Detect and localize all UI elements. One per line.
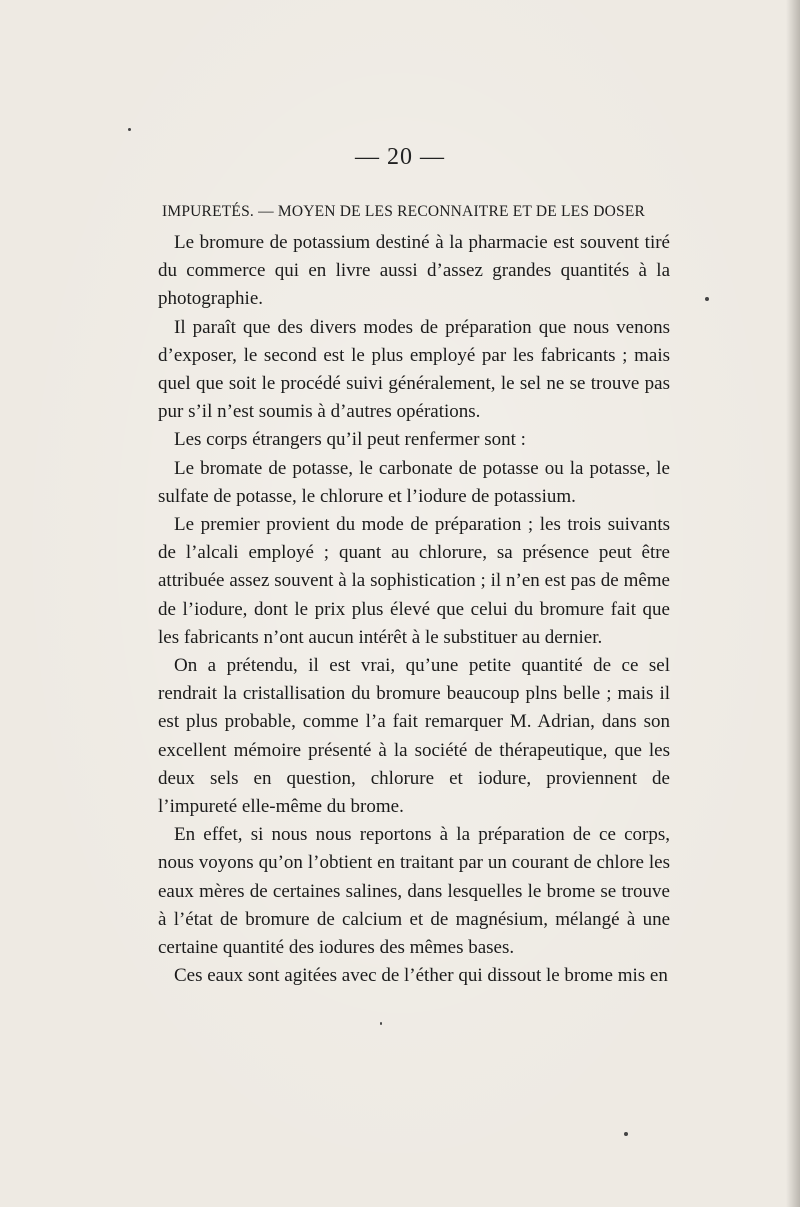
paragraph: On a prétendu, il est vrai, qu’une petite quantité de ce sel rendrait la cristallisation du bromure beaucoup plns belle ; mais il est plus probable, comme l’a fait remarquer M. Adrian, dans son excellent mémoire présenté à la société de thérapeutique, que les deux sels en question, chlorure et iodure, proviennent de l’impureté elle-même du brome. xyxy=(158,655,670,818)
paragraph: Le bromate de potasse, le carbonate de potasse ou la potasse, le sulfate de potasse, le chlorure et l’iodure de potassium. xyxy=(158,457,670,507)
page-edge-shadow xyxy=(786,0,800,1207)
body-text xyxy=(158,229,670,990)
paragraph: En effet, si nous nous reportons à la préparation de ce corps, nous voyons qu’on l’obtient en traitant par un courant de chlore les eaux mères de certaines salines, dans lesquelles le brome se trouve à l’état de bromure de calcium et de magnésium, mélangé à une certaine quantité des iodures des mêmes bases. xyxy=(158,824,670,959)
paper-speck xyxy=(128,128,131,131)
paper-speck xyxy=(705,297,709,301)
paragraph: Le bromure de potassium destiné à la pharmacie est souvent tiré du commerce qui en livre aussi d’assez grandes quantités à la photographie. xyxy=(158,232,670,310)
paragraph: Ces eaux sont agitées avec de l’éther qui dissout le brome mis en xyxy=(174,965,668,987)
paragraph: Le premier provient du mode de préparation ; les trois suivants de l’alcali employé ; quant au chlorure, sa présence peut être attribuée assez souvent à la sophistication ; il n’en est pas de même de l’iodure, dont le prix plus élevé que celui du bromure fait que les fabricants n’ont aucun intérêt à le substituer au dernier. xyxy=(158,514,670,648)
page-number: — 20 — xyxy=(355,144,445,170)
paper-speck xyxy=(380,1022,382,1025)
paper-speck xyxy=(624,1132,628,1136)
section-heading: IMPURETÉS. — MOYEN DE LES RECONNAITRE ET DE LES DOSER xyxy=(162,203,646,220)
paragraph: Les corps étrangers qu’il peut renfermer sont : xyxy=(174,429,526,451)
paragraph: Il paraît que des divers modes de préparation que nous venons d’exposer, le second est le plus employé par les fabricants ; mais quel que soit le procédé suivi généralement, le sel ne se trouve pas pur s’il n’est soumis à d’autres opérations. xyxy=(158,316,670,423)
